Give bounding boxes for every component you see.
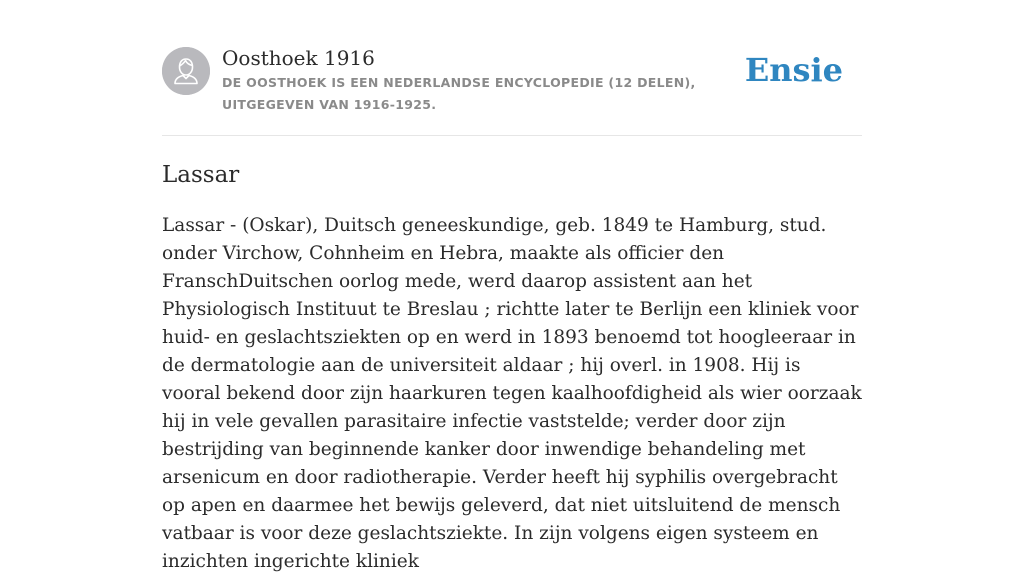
user-avatar-icon[interactable]	[162, 47, 210, 95]
article-title: Lassar	[162, 162, 240, 188]
ensie-logo[interactable]: Ensie	[744, 51, 843, 89]
header-divider	[162, 135, 862, 136]
article-body: Lassar - (Oskar), Duitsch geneeskundige, geb. 1849 te Hamburg, stud. onder Virchow, Cohnheim en Hebra, maakte als officier den FranschDuitschen oorlog mede, werd daarop assistent aan het Physiologisch Instituut te Breslau ; richtte later te Berlijn een kliniek voor huid- en geslachtsziekten op en werd in 1893 benoemd tot hoogleeraar in de dermatologie aan de universiteit aldaar ; hij overl. in 1908. Hij is vooral bekend door zijn haarkuren tegen kaalhoofdigheid als wier oorzaak hij in vele gevallen parasitaire infectie vaststelde; verder door zijn bestrijding van beginnende kanker door inwendige behandeling met arsenicum en door radiotherapie. Verder heeft hij syphilis overgebracht op apen en daarmee het bewijs geleverd, dat niet uitsluitend de mensch vatbaar is voor deze geslachtsziekte. In zijn volgens eigen systeem en inzichten ingerichte kliniek	[162, 215, 862, 572]
source-title[interactable]: Oosthoek 1916	[222, 46, 375, 70]
source-header	[162, 46, 862, 118]
source-description: DE OOSTHOEK IS EEN NEDERLANDSE ENCYCLOPEDIE (12 DELEN), UITGEGEVEN VAN 1916-1925.	[222, 75, 696, 112]
